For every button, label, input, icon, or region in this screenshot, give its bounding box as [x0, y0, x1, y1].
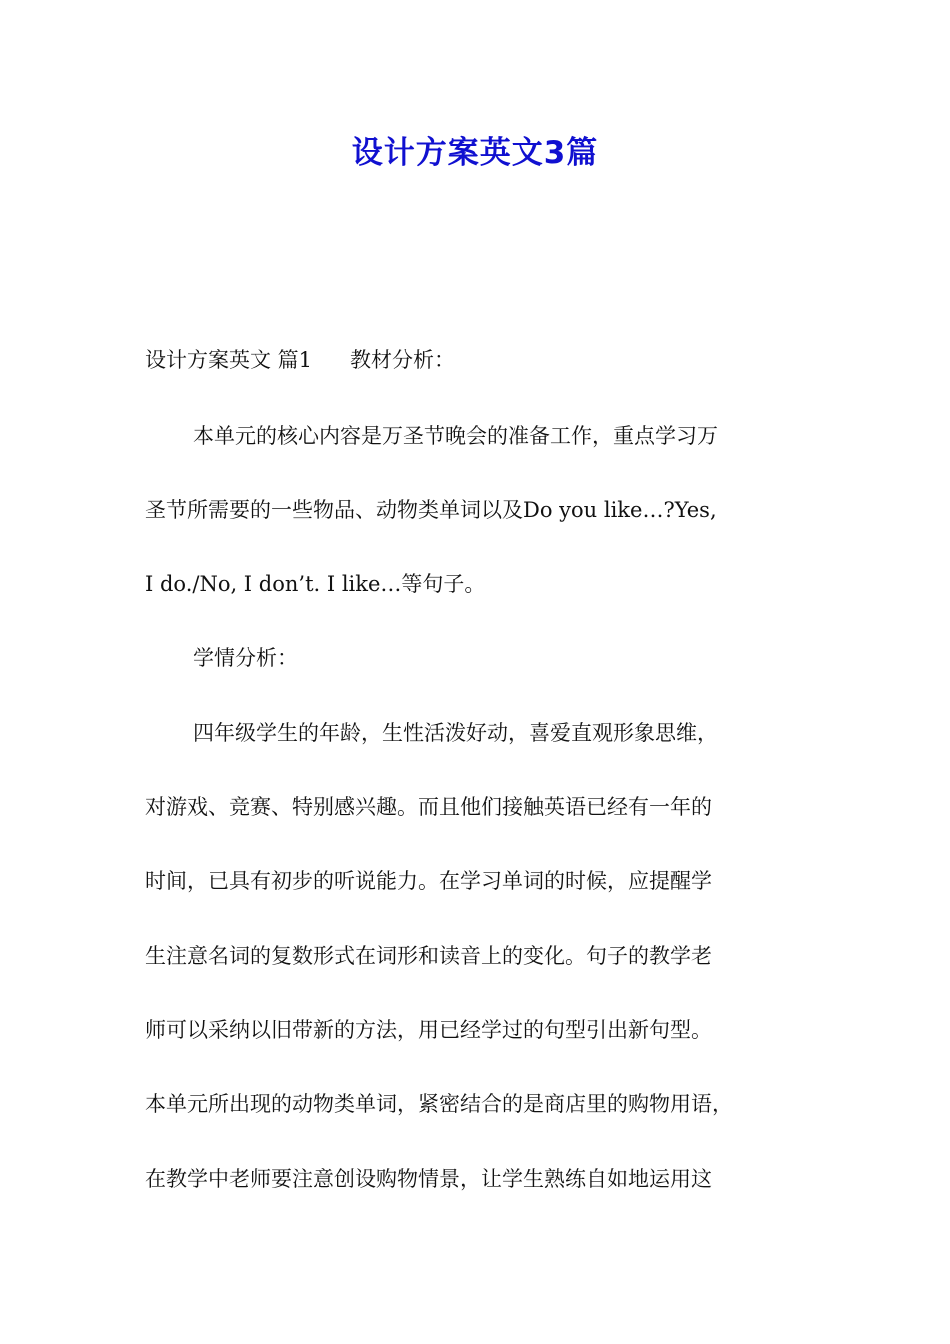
- subsection-heading-student-analysis: 学情分析：: [193, 646, 298, 670]
- section-heading: 设计方案英文 篇1: [145, 348, 313, 372]
- paragraph-line: 师可以采纳以旧带新的方法，用已经学过的句型引出新句型。: [145, 1018, 712, 1042]
- paragraph-line: 时间，已具有初步的听说能力。在学习单词的时候，应提醒学: [145, 869, 712, 893]
- paragraph-line: 生注意名词的复数形式在词形和读音上的变化。句子的教学老: [145, 944, 712, 968]
- paragraph-line: 本单元所出现的动物类单词，紧密结合的是商店里的购物用语，: [145, 1092, 733, 1116]
- paragraph-line: 本单元的核心内容是万圣节晚会的准备工作，重点学习万: [193, 424, 718, 448]
- paragraph-line: 对游戏、竞赛、特别感兴趣。而且他们接触英语已经有一年的: [145, 795, 712, 819]
- paragraph-line: 四年级学生的年龄，生性活泼好动，喜爱直观形象思维，: [193, 721, 718, 745]
- document-title: 设计方案英文3篇: [351, 135, 599, 171]
- paragraph-line: 在教学中老师要注意创设购物情景，让学生熟练自如地运用这: [145, 1167, 712, 1191]
- paragraph-line: I do./No, I don’t. I like…等句子。: [145, 572, 486, 596]
- paragraph-line: 圣节所需要的一些物品、动物类单词以及Do you like…?Yes,: [145, 498, 717, 522]
- subsection-heading-textbook-analysis: 教材分析：: [350, 348, 456, 372]
- section-heading-line: [145, 345, 845, 375]
